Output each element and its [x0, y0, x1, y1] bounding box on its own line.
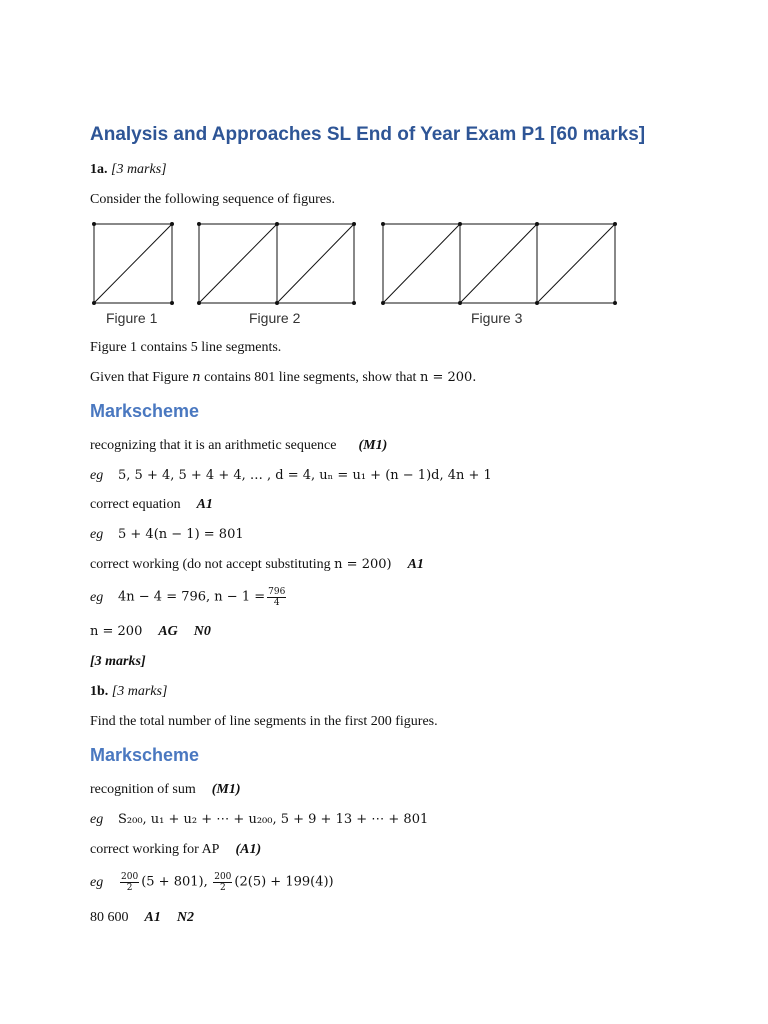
- markscheme-row: [90, 781, 241, 799]
- question-1b-header: [90, 683, 167, 701]
- question-line-2: [90, 369, 476, 387]
- mark-code: A1: [407, 557, 424, 572]
- fraction-numerator: 796: [268, 587, 286, 597]
- markscheme-text: recognizing that it is an arithmetic sequence: [90, 438, 337, 453]
- mark-code: N2: [176, 910, 194, 925]
- figure-sequence-diagram: [88, 216, 628, 334]
- mark-code: (M1): [358, 438, 388, 453]
- markscheme-row: [90, 841, 261, 859]
- eg-label: eg: [90, 468, 104, 483]
- markscheme-row: [90, 437, 387, 455]
- markscheme-row: [90, 556, 424, 574]
- fraction-denominator: 2: [126, 883, 133, 893]
- marks-total: [3 marks]: [90, 654, 146, 669]
- fraction-denominator: 2: [219, 883, 226, 893]
- page-title: Analysis and Approaches SL End of Year Exam P1 [60 marks]: [90, 124, 646, 145]
- markscheme-text: recognition of sum: [90, 782, 196, 797]
- markscheme-row: [90, 909, 194, 927]
- figure-1-label: Figure 1: [106, 310, 158, 326]
- figure-2-label: Figure 2: [249, 310, 301, 326]
- math-expression: 5 + 4(n − 1) = 801: [118, 527, 244, 542]
- fraction: [213, 872, 232, 893]
- markscheme-row: [90, 467, 492, 485]
- markscheme-row: [90, 623, 211, 641]
- question-number: 1a.: [90, 162, 108, 177]
- question-marks: [3 marks]: [111, 162, 167, 177]
- math-expression: n = 200.: [419, 370, 477, 385]
- mark-code: A1: [144, 910, 161, 925]
- figure-sequence: [88, 216, 628, 339]
- markscheme-row: [90, 587, 288, 608]
- markscheme-row: [90, 496, 213, 514]
- markscheme-row: [90, 872, 334, 893]
- question-text: Find the total number of line segments in the first 200 figures.: [90, 714, 438, 729]
- markscheme-text: correct equation: [90, 497, 181, 512]
- mark-code: AG: [158, 624, 178, 639]
- markscheme-text: correct working (do not accept substituting: [90, 557, 335, 572]
- math-expression: (2(5) + 199(4)): [234, 874, 334, 890]
- math-variable: n: [192, 370, 201, 385]
- question-1a-header: [90, 161, 167, 179]
- markscheme-heading-1b: Markscheme: [90, 745, 200, 765]
- eg-label: eg: [90, 527, 104, 542]
- fraction-numerator: 200: [214, 872, 232, 882]
- fraction: [120, 872, 139, 893]
- text-segment: contains 801 line segments, show that: [200, 370, 420, 385]
- figure-3-label: Figure 3: [471, 310, 523, 326]
- math-expression: 4n − 4 = 796, n − 1 =: [118, 589, 266, 605]
- question-number: 1b.: [90, 684, 109, 699]
- question-line-1: Figure 1 contains 5 line segments.: [90, 340, 282, 355]
- fraction: [267, 587, 286, 608]
- math-expression: 5, 5 + 4, 5 + 4 + 4, … , d = 4, uₙ = u₁ + (n − 1)d, 4n + 1: [118, 468, 492, 483]
- eg-label: eg: [90, 812, 104, 827]
- math-expression: n = 200): [334, 557, 392, 572]
- math-expression: (5 + 801),: [141, 874, 208, 890]
- eg-label: eg: [90, 589, 104, 605]
- math-expression: S₂₀₀, u₁ + u₂ + ⋯ + u₂₀₀, 5 + 9 + 13 + ⋯ + 801: [118, 812, 429, 827]
- markscheme-row: [90, 811, 428, 829]
- mark-code: N0: [193, 624, 211, 639]
- mark-code: (A1): [235, 842, 262, 857]
- markscheme-row: [90, 526, 244, 544]
- markscheme-text: correct working for AP: [90, 842, 220, 857]
- markscheme-heading-1a: Markscheme: [90, 401, 200, 421]
- fraction-numerator: 200: [121, 872, 139, 882]
- eg-label: eg: [90, 874, 104, 890]
- math-expression: n = 200: [90, 624, 143, 639]
- question-intro: Consider the following sequence of figures.: [90, 192, 335, 207]
- mark-code: (M1): [211, 782, 241, 797]
- answer-value: 80 600: [90, 910, 129, 925]
- mark-code: A1: [196, 497, 213, 512]
- text-segment: Given that Figure: [90, 370, 193, 385]
- question-marks: [3 marks]: [111, 684, 168, 699]
- fraction-denominator: 4: [273, 598, 280, 608]
